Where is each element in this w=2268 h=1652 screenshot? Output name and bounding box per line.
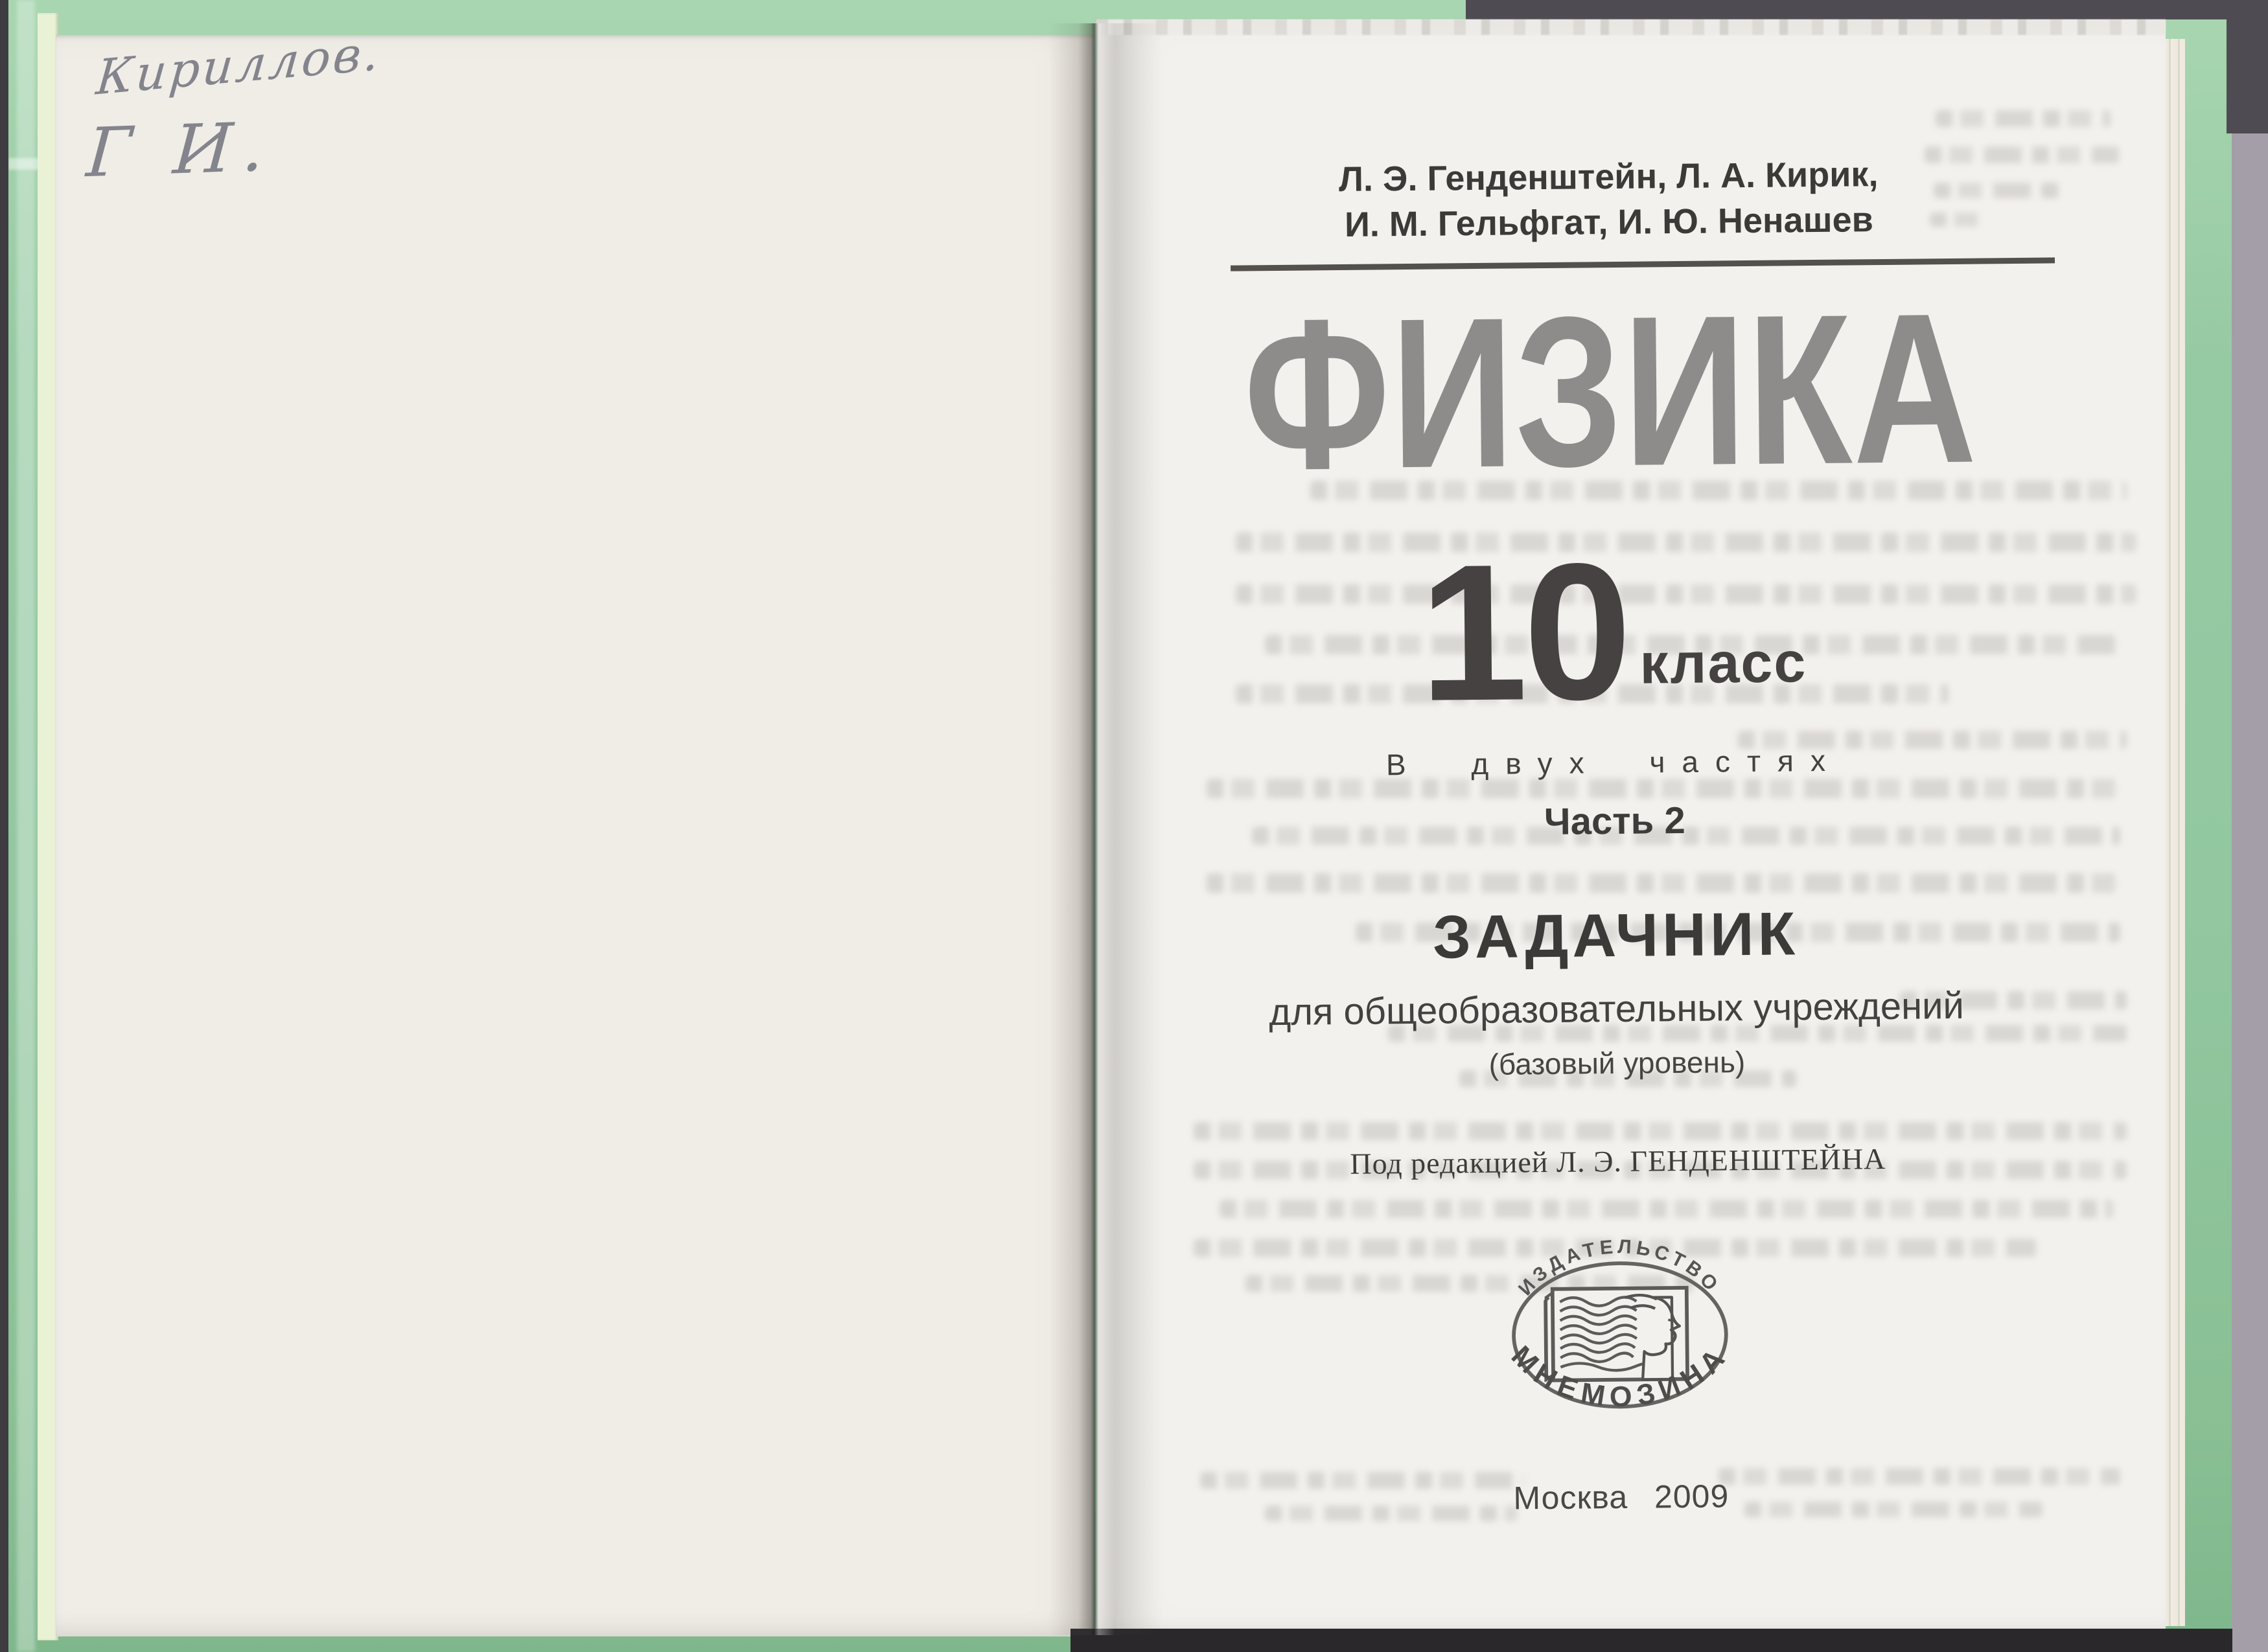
audience-line: для общеобразовательных учреждений (1268, 984, 1965, 1034)
grade-number: 10 (1418, 522, 1629, 742)
scanner-edge-bottom (1070, 1629, 2232, 1652)
page-stack-edge (2166, 39, 2185, 1626)
editor-line: Под редакцией Л. Э. ГЕНДЕНШТЕЙНА (1350, 1141, 1886, 1180)
handwritten-owner-surname: Кириллов. (94, 25, 384, 106)
scanner-edge-right (2232, 0, 2268, 1652)
cover-highlight (17, 0, 35, 1652)
authors-line-2: И. М. Гельфгат, И. Ю. Ненашев (1344, 200, 1874, 244)
publisher-arc-top-label: ИЗДАТЕЛЬСТВО (1514, 1235, 1724, 1300)
scanner-edge-left (0, 0, 8, 1652)
book-type: ЗАДАЧНИК (1432, 899, 1799, 971)
left-blank-page (56, 25, 1094, 1636)
publisher-arc-bottom-label: МНЕМОЗИНА (1505, 1338, 1735, 1414)
authors-block (1091, 149, 2125, 249)
scanner-corner-top-right (2227, 0, 2268, 133)
publisher-logo-svg (1470, 1205, 1770, 1441)
grade-word: класс (1639, 630, 1807, 696)
book-title: ФИЗИКА (1242, 268, 1978, 514)
title-page-content (1090, 14, 2139, 1638)
part-label: Часть 2 (1544, 799, 1685, 843)
imprint-city-year: Москва 2009 (1513, 1478, 1730, 1517)
handwritten-owner-initials: Г И. (84, 106, 277, 193)
level-line: (базовый уровень) (1488, 1045, 1746, 1081)
grade-row (1095, 522, 2131, 742)
title-page (1096, 19, 2166, 1634)
edition-note: В двух частях (1385, 743, 1843, 782)
publisher-logo (1470, 1205, 1770, 1444)
authors-line-1: Л. Э. Генденштейн, Л. А. Кирик, (1338, 155, 1879, 200)
